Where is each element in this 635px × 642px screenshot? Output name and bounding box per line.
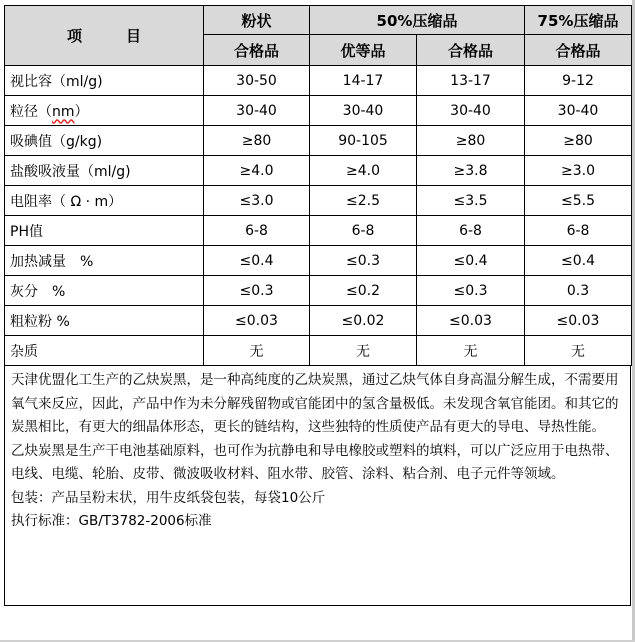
row-label: 加热减量 %	[5, 246, 204, 276]
cell-value: 无	[204, 336, 310, 366]
table-row	[5, 156, 632, 186]
cell-value: ≤3.0	[204, 186, 310, 216]
cell-value: ≤0.03	[417, 306, 525, 336]
spec-table	[4, 5, 632, 366]
row-label: 盐酸吸液量（ml/g)	[5, 156, 204, 186]
cell-value: ≥4.0	[310, 156, 417, 186]
cell-value: ≤3.5	[417, 186, 525, 216]
cell-value: ≥80	[204, 126, 310, 156]
cell-value: 6-8	[204, 216, 310, 246]
cell-value: ≤2.5	[310, 186, 417, 216]
cell-value: 30-50	[204, 66, 310, 96]
row-label-unit: nm	[52, 103, 75, 120]
table-row	[5, 276, 632, 306]
cell-value: 14-17	[310, 66, 417, 96]
cell-value: 无	[310, 336, 417, 366]
row-label: 杂质	[5, 336, 204, 366]
table-row	[5, 96, 632, 126]
group-header-50: 50%压缩品	[310, 6, 525, 35]
grade-header: 合格品	[417, 35, 525, 66]
item-header-label-a: 项	[66, 27, 82, 45]
cell-value: 6-8	[310, 216, 417, 246]
group-header-powder: 粉状	[204, 6, 310, 35]
standard-note: 执行标准：GB/T3782-2006标准	[11, 513, 212, 529]
cell-value: ≥80	[417, 126, 525, 156]
grade-header: 优等品	[310, 35, 417, 66]
row-label: 粗粒粉 %	[5, 306, 204, 336]
table-row	[5, 216, 632, 246]
cell-value: 90-105	[310, 126, 417, 156]
spec-sheet	[4, 5, 631, 606]
cell-value: 13-17	[417, 66, 525, 96]
table-row	[5, 336, 632, 366]
cell-value: ≥3.8	[417, 156, 525, 186]
cell-value: ≤0.3	[204, 276, 310, 306]
grade-header: 合格品	[525, 35, 632, 66]
cell-value: ≤5.5	[525, 186, 632, 216]
row-label-part: 粒径（	[10, 103, 52, 120]
cell-value: 30-40	[417, 96, 525, 126]
product-description	[4, 366, 631, 606]
description-paragraph-2: 乙炔炭黑是生产干电池基础原料，也可作为抗静电和导电橡胶或塑料的填料，可以广泛应用于电热带、电线、电缆、轮胎、皮带、微波吸收材料、阻水带、胶管、涂料、粘合剂、电子元件等领域。	[11, 442, 619, 482]
table-row	[5, 186, 632, 216]
cell-value: 无	[525, 336, 632, 366]
packaging-note: 包装：产品呈粉末状，用牛皮纸袋包装，每袋10公斤	[11, 489, 326, 506]
cell-value: ≥4.0	[204, 156, 310, 186]
row-label: 电阻率（ Ω · m）	[5, 186, 204, 216]
cell-value: ≤0.03	[204, 306, 310, 336]
row-label	[5, 96, 204, 126]
cell-value: ≥80	[525, 126, 632, 156]
cell-value: 0.3	[525, 276, 632, 306]
cell-value: 30-40	[310, 96, 417, 126]
item-header-label-b: 目	[126, 27, 142, 45]
cell-value: 无	[417, 336, 525, 366]
cell-value: ≤0.4	[204, 246, 310, 276]
cell-value: ≤0.2	[310, 276, 417, 306]
row-label: 视比容（ml/g)	[5, 66, 204, 96]
cell-value: ≤0.3	[417, 276, 525, 306]
cell-value: 30-40	[525, 96, 632, 126]
description-paragraph-1: 天津优盟化工生产的乙炔炭黑，是一种高纯度的乙炔炭黑，通过乙炔气体自身高温分解生成，不需要用氧气来反应，因此，产品中作为未分解残留物或官能团中的氢含量极低。未发现含氧官能团。和其它的炭黑相比，有更大的细晶体形态，更长的链结构，这些独特的性质使产品有更大的导电、导热性能。	[11, 372, 619, 435]
cell-value: ≤0.4	[525, 246, 632, 276]
row-label: 灰分 %	[5, 276, 204, 306]
cell-value: ≤0.3	[310, 246, 417, 276]
cell-value: 6-8	[417, 216, 525, 246]
row-label: 吸碘值（g/kg)	[5, 126, 204, 156]
group-header-75: 75%压缩品	[525, 6, 632, 35]
cell-value: ≥3.0	[525, 156, 632, 186]
row-label-part: ）	[74, 103, 89, 120]
cell-value: 30-40	[204, 96, 310, 126]
grade-header: 合格品	[204, 35, 310, 66]
table-row	[5, 66, 632, 96]
table-row	[5, 246, 632, 276]
cell-value: 6-8	[525, 216, 632, 246]
cell-value: ≤0.03	[525, 306, 632, 336]
cell-value: ≤0.4	[417, 246, 525, 276]
row-label: PH值	[5, 216, 204, 246]
header-row-groups	[5, 6, 632, 35]
cell-value: ≤0.02	[310, 306, 417, 336]
table-row	[5, 306, 632, 336]
item-header	[5, 6, 204, 66]
cell-value: 9-12	[525, 66, 632, 96]
table-row	[5, 126, 632, 156]
